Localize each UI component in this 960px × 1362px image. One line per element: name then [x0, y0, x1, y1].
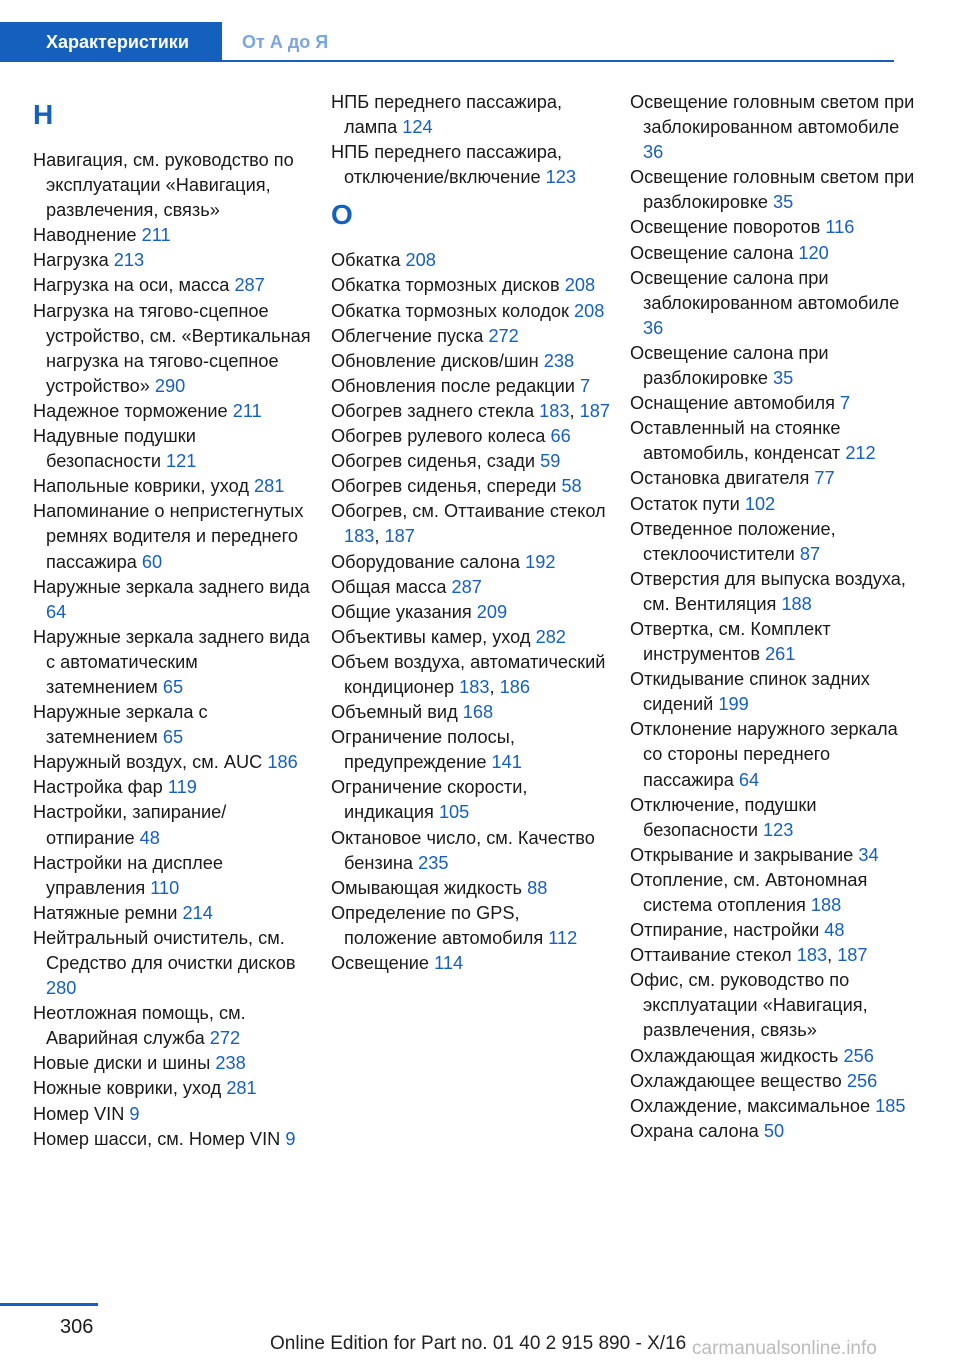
- page-link[interactable]: 36: [643, 317, 664, 338]
- page-link[interactable]: 114: [434, 953, 464, 973]
- page-link[interactable]: 120: [798, 242, 829, 263]
- index-entry-term: Нейтральный очиститель, см. Средство для очистки дисков: [33, 927, 296, 973]
- index-entry: [331, 324, 611, 349]
- index-entry-term: Объективы камер, уход: [331, 626, 531, 647]
- index-entry-term: Обогрев сиденья, спереди: [331, 476, 557, 497]
- index-entry: [331, 625, 611, 650]
- page-link[interactable]: 211: [141, 225, 171, 246]
- index-entry-term: НПБ переднего пассажира, лампа: [331, 92, 563, 138]
- page-link[interactable]: 280: [46, 978, 77, 999]
- index-entry: [331, 248, 611, 273]
- page-link[interactable]: 87: [799, 543, 821, 564]
- index-entry: [630, 391, 920, 416]
- page-link[interactable]: 50: [763, 1120, 785, 1141]
- page-link[interactable]: 186: [267, 752, 298, 773]
- index-letter-heading: Н: [33, 99, 54, 130]
- index-entry-term: Освещение салона: [630, 242, 794, 263]
- page-link[interactable]: 34: [858, 844, 879, 865]
- index-entry-term: Наружные зеркала заднего вида: [33, 576, 310, 597]
- page-link[interactable]: 185: [875, 1095, 906, 1116]
- index-entry: [331, 876, 611, 901]
- index-entry-term: Обогрев рулевого колеса: [331, 426, 546, 447]
- index-entry: [33, 1127, 313, 1152]
- edition-note: Online Edition for Part no. 01 40 2 915 890 - X/16: [270, 1333, 687, 1354]
- index-entry-term: Номер шасси, см. Номер VIN: [33, 1128, 281, 1149]
- index-entry-term: Обогрев заднего стекла: [331, 400, 535, 421]
- index-entry: [630, 517, 920, 567]
- index-entry: [33, 926, 313, 1001]
- page-link[interactable]: 88: [527, 877, 548, 898]
- index-entry: Оттаивание стекол 183, 187: [630, 945, 868, 966]
- page-link[interactable]: 123: [545, 167, 577, 188]
- page-link[interactable]: 261: [765, 644, 796, 665]
- index-entry-term: Объем воздуха, автоматический кондиционер: [331, 651, 606, 697]
- index-entry-term: Определение по GPS, положение автомобиля: [331, 902, 544, 948]
- page-link[interactable]: 66: [550, 426, 571, 447]
- page-link[interactable]: 183: [796, 945, 828, 966]
- page-link[interactable]: 141: [491, 752, 522, 773]
- index-entry-term: Освещение головным светом при разблокировке: [630, 167, 915, 213]
- index-entry-term: Общие указания: [331, 601, 472, 622]
- page-link[interactable]: 183: [459, 676, 490, 697]
- page-link[interactable]: 235: [418, 852, 449, 873]
- index-entry-term: Освещение салона при заблокированном автомобиле: [630, 267, 900, 313]
- index-entry: [630, 567, 920, 617]
- index-entry-term: Оставленный на стоянке автомобиль, конденсат: [630, 418, 841, 464]
- index-entry: [630, 341, 920, 391]
- page-link[interactable]: 238: [543, 350, 575, 371]
- index-entry-term: Неотложная помощь, см. Аварийная служба: [33, 1003, 246, 1049]
- index-entry-term: Освещение: [331, 953, 430, 973]
- index-entry: [331, 140, 611, 190]
- page-link[interactable]: 119: [167, 777, 197, 798]
- index-entry: [331, 700, 611, 725]
- index-entry-term: Отклонение наружного зеркала со стороны переднего пассажира: [630, 719, 898, 790]
- page-link[interactable]: 121: [166, 451, 197, 472]
- page-link[interactable]: 102: [744, 493, 776, 514]
- index-entry: [33, 1051, 313, 1076]
- index-entry-term: Обкатка тормозных колодок: [331, 300, 569, 321]
- page-link[interactable]: 187: [579, 400, 610, 421]
- page-link[interactable]: 208: [564, 275, 596, 296]
- index-entry-term: Облегчение пуска: [331, 325, 484, 346]
- index-entry-term: Охлаждающая жидкость: [630, 1045, 839, 1066]
- index-column-3: [630, 90, 920, 1144]
- index-entry: [331, 901, 611, 951]
- page-link[interactable]: 187: [384, 526, 415, 547]
- index-entry: [33, 700, 313, 750]
- index-entry-term: Откидывание спинок задних сидений: [630, 669, 870, 715]
- index-entry-term: Наружные зеркала с затемнением: [33, 702, 208, 748]
- index-entry-term: Номер VIN: [33, 1103, 125, 1124]
- page-link[interactable]: 287: [451, 576, 482, 597]
- page-link[interactable]: 209: [476, 601, 508, 622]
- index-entry-term: Оснащение автомобиля: [630, 393, 835, 414]
- page-link[interactable]: 7: [579, 375, 591, 396]
- index-entry-term: Надежное торможение: [33, 400, 228, 421]
- index-entry-term: Охлаждающее вещество: [630, 1070, 842, 1091]
- index-entry: [33, 1102, 313, 1127]
- page-link[interactable]: 48: [824, 920, 845, 941]
- page-link[interactable]: 282: [535, 626, 566, 647]
- index-entry: [331, 299, 611, 324]
- index-entry: [630, 793, 920, 843]
- index-entry: [630, 266, 920, 341]
- section-tab-characteristics[interactable]: Характеристики: [0, 22, 222, 62]
- index-entry-term: Отпирание, настройки: [630, 920, 820, 941]
- page-link[interactable]: 290: [154, 375, 186, 396]
- index-column-2: [331, 90, 611, 976]
- index-entry: [33, 625, 313, 700]
- page-link[interactable]: 58: [561, 476, 582, 497]
- page-link[interactable]: 183: [539, 400, 570, 421]
- page-link[interactable]: 281: [226, 1078, 257, 1099]
- page-link[interactable]: 287: [234, 275, 265, 296]
- page-link[interactable]: 214: [182, 902, 213, 923]
- page-link[interactable]: 192: [525, 551, 556, 572]
- index-entry: [33, 1076, 313, 1101]
- page-link[interactable]: 183: [344, 526, 375, 547]
- page-link[interactable]: 208: [405, 250, 436, 271]
- index-entry-term: НПБ переднего пассажира, отключение/включение: [331, 142, 563, 188]
- page-link[interactable]: 256: [843, 1045, 874, 1066]
- page-link[interactable]: 110: [150, 877, 180, 898]
- page-link[interactable]: 59: [540, 451, 561, 472]
- index-entry: [630, 90, 920, 165]
- index-entry: [630, 1119, 920, 1144]
- index-entry-term: Новые диски и шины: [33, 1053, 211, 1074]
- index-entry: [331, 600, 611, 625]
- index-entry: [33, 1001, 313, 1051]
- page-link[interactable]: 272: [488, 325, 519, 346]
- index-entry: [630, 215, 920, 240]
- index-entry-term: Ножные коврики, уход: [33, 1078, 222, 1099]
- index-letter-heading: О: [331, 199, 353, 231]
- index-entry-term: Настройка фар: [33, 777, 163, 798]
- index-entry: [630, 165, 920, 215]
- index-entry-term: Нагрузка: [33, 250, 109, 271]
- index-entry: [630, 918, 920, 943]
- page-link[interactable]: 256: [846, 1070, 878, 1091]
- index-entry: [33, 575, 313, 625]
- page-link[interactable]: 188: [810, 895, 842, 915]
- page-link[interactable]: 9: [285, 1128, 296, 1149]
- page-link[interactable]: 272: [209, 1028, 241, 1049]
- index-entry: [331, 775, 611, 825]
- page-link[interactable]: 64: [738, 769, 760, 790]
- index-entry-term: Обогрев, см. Оттаивание стекол: [331, 501, 606, 522]
- index-entry: [630, 968, 920, 1043]
- index-entry-term: Оттаивание стекол: [630, 945, 792, 966]
- index-columns: [0, 90, 960, 1270]
- index-entry: [331, 550, 611, 575]
- index-entry: [630, 241, 920, 266]
- index-entry: [33, 273, 313, 298]
- footer-divider: [0, 1303, 98, 1306]
- page-link[interactable]: 186: [499, 676, 530, 697]
- index-entry: [331, 424, 611, 449]
- page-link[interactable]: 60: [141, 551, 163, 572]
- index-entry: [33, 499, 313, 574]
- index-entry: [33, 800, 313, 850]
- page-link[interactable]: 105: [438, 802, 470, 823]
- index-entry: [331, 90, 611, 140]
- index-entry-term: Отопление, см. Автономная система отопления: [630, 869, 868, 915]
- index-entry: [33, 474, 313, 499]
- index-entry: [630, 717, 920, 792]
- index-entry: [630, 843, 920, 868]
- page-link[interactable]: 64: [46, 601, 67, 622]
- index-entry-term: Наводнение: [33, 225, 137, 246]
- watermark: carmanualsonline.info: [692, 1338, 877, 1359]
- index-entry-term: Обновления после редакции: [331, 375, 575, 396]
- index-entry: [630, 492, 920, 517]
- index-entry: [33, 851, 313, 901]
- index-entry: [630, 1094, 920, 1119]
- index-entry-term: Нагрузка на оси, масса: [33, 275, 230, 296]
- index-entry-term: Оборудование салона: [331, 551, 521, 572]
- index-entry-term: Обкатка: [331, 250, 401, 271]
- index-entry: [33, 248, 313, 273]
- section-tab-a-to-z[interactable]: От А до Я: [242, 32, 329, 52]
- index-entry: [331, 575, 611, 600]
- index-entry: [331, 725, 611, 775]
- page-link[interactable]: 7: [839, 393, 851, 414]
- page-header: [0, 22, 960, 62]
- index-entry: [331, 374, 611, 399]
- index-entry: [630, 617, 920, 667]
- page-link[interactable]: 9: [129, 1103, 140, 1124]
- index-entry-term: Навигация, см. руководство по эксплуатации «Навигация, развлечения, связь»: [33, 150, 294, 221]
- index-entry-term: Отключение, подушки безопасности: [630, 794, 817, 840]
- index-entry: [33, 399, 313, 424]
- page-link[interactable]: 281: [254, 476, 285, 497]
- index-entry-term: Наружные зеркала заднего вида с автоматическим затемнением: [33, 626, 310, 697]
- index-entry-term: Освещение головным светом при заблокированном автомобиле: [630, 92, 915, 138]
- page-link[interactable]: 123: [763, 819, 794, 840]
- page-link[interactable]: 116: [825, 217, 855, 238]
- index-entry: [33, 424, 313, 474]
- index-entry: [630, 1069, 920, 1094]
- index-entry: [33, 223, 313, 248]
- index-entry: [331, 951, 611, 976]
- index-entry: [630, 868, 920, 918]
- index-entry-term: Остаток пути: [630, 493, 740, 514]
- index-entry-term: Объемный вид: [331, 702, 458, 723]
- index-entry: [33, 901, 313, 926]
- index-entry-term: Отведенное положение, стеклоочистители: [630, 518, 836, 564]
- page-link[interactable]: 36: [643, 142, 664, 163]
- index-entry-term: Октановое число, см. Качество бензина: [331, 827, 595, 873]
- index-entry-term: Настройки, запирание/отпирание: [33, 802, 227, 848]
- index-entry-term: Охрана салона: [630, 1120, 759, 1141]
- page-link[interactable]: 35: [773, 192, 794, 213]
- index-entry-term: Отверстия для выпуска воздуха, см. Вентиляция: [630, 568, 906, 614]
- index-entry-term: Открывание и закрывание: [630, 844, 854, 865]
- index-entry-term: Наружный воздух, см. AUC: [33, 752, 263, 773]
- index-entry: Объем воздуха, автоматический кондиционер 183, 186: [331, 651, 606, 697]
- index-entry: [331, 449, 611, 474]
- index-entry-term: Надувные подушки безопасности: [33, 426, 196, 472]
- index-entry-term: Обогрев сиденья, сзади: [331, 451, 536, 472]
- index-entry: [630, 1044, 920, 1069]
- index-entry: [33, 299, 313, 399]
- header-divider: [222, 60, 894, 62]
- index-entry-term: Обновление дисков/шин: [331, 350, 539, 371]
- page-link[interactable]: 213: [113, 250, 145, 271]
- index-entry-term: Настройки на дисплее управления: [33, 852, 224, 898]
- page-link[interactable]: 65: [162, 676, 184, 697]
- index-entry-term: Напоминание о непристегнутых ремнях водителя и переднего пассажира: [33, 501, 304, 572]
- page-link[interactable]: 208: [574, 300, 605, 321]
- index-entry: [630, 667, 920, 717]
- index-entry-term: Ограничение полосы, предупреждение: [331, 727, 515, 773]
- page-number: 306: [60, 1316, 94, 1338]
- index-entry-term: Общая масса: [331, 576, 447, 597]
- index-entry: [331, 349, 611, 374]
- index-entry: Обогрев заднего стекла 183, 187: [331, 400, 610, 421]
- index-entry: [33, 750, 313, 775]
- index-entry: Обогрев, см. Оттаивание стекол 183, 187: [331, 501, 606, 547]
- index-entry-term: Офис, см. руководство по эксплуатации «Навигация, развлечения, связь»: [630, 970, 868, 1041]
- index-entry: [331, 826, 611, 876]
- page-link[interactable]: 77: [814, 468, 835, 489]
- page-link[interactable]: 211: [232, 400, 262, 421]
- page-link[interactable]: 188: [781, 593, 812, 614]
- index-entry: [33, 148, 313, 223]
- index-entry-term: Отвертка, см. Комплект инструментов: [630, 618, 831, 665]
- page-link[interactable]: 112: [548, 927, 578, 948]
- index-entry: [331, 273, 611, 298]
- index-entry: [630, 416, 920, 466]
- page-link[interactable]: 65: [162, 727, 184, 748]
- index-entry: [630, 466, 920, 491]
- index-entry-term: Обкатка тормозных дисков: [331, 275, 560, 296]
- index-entry-term: Натяжные ремни: [33, 902, 178, 923]
- index-entry-term: Охлаждение, максимальное: [630, 1095, 871, 1116]
- page-link[interactable]: 212: [845, 443, 876, 464]
- index-entry-term: Омывающая жидкость: [331, 877, 523, 898]
- index-entry-term: Освещение салона при разблокировке: [630, 342, 829, 389]
- page-link[interactable]: 199: [718, 694, 749, 715]
- index-entry-term: Освещение поворотов: [630, 217, 821, 238]
- index-entry-term: Ограничение скорости, индикация: [331, 777, 528, 823]
- page-link[interactable]: 35: [773, 368, 794, 389]
- page-link[interactable]: 168: [462, 702, 494, 723]
- page-link[interactable]: 187: [837, 945, 868, 966]
- index-entry-term: Остановка двигателя: [630, 468, 810, 489]
- page-link[interactable]: 48: [139, 827, 160, 848]
- index-entry: [33, 775, 313, 800]
- index-entry-term: Напольные коврики, уход: [33, 476, 249, 497]
- page-link[interactable]: 124: [402, 117, 433, 138]
- index-column-1: [33, 90, 313, 1152]
- page-link[interactable]: 238: [215, 1053, 246, 1074]
- index-entry-term: Нагрузка на тягово-сцепное устройство, см. «Вертикальная нагрузка на тягово-сцепное устройство»: [33, 300, 311, 396]
- index-entry: [331, 474, 611, 499]
